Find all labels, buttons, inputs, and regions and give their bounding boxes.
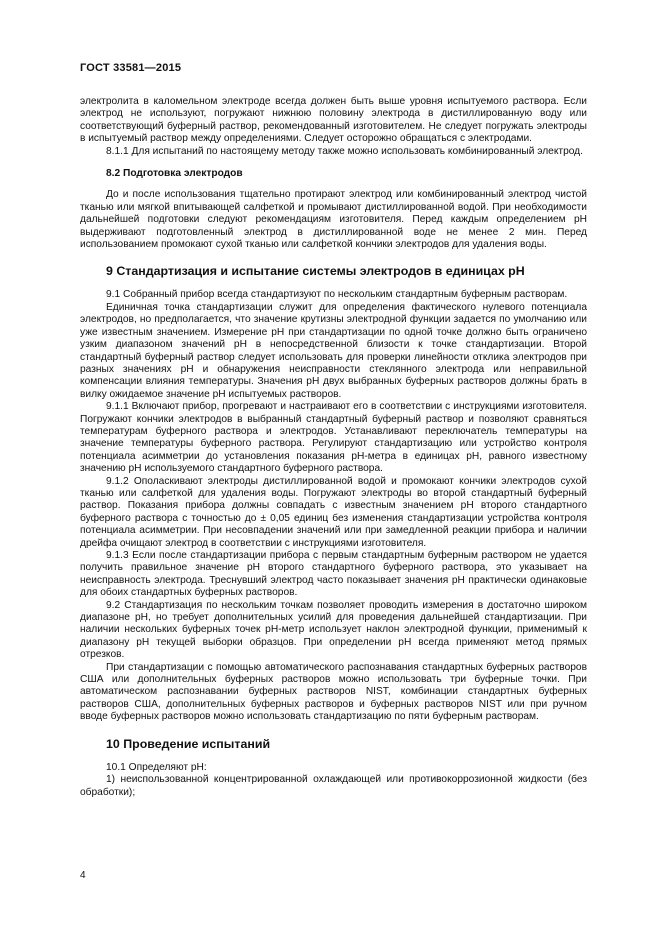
page-number: 4	[80, 870, 86, 881]
paragraph-9-2: 9.2 Стандартизация по нескольким точкам позволяет проводить измерения в достаточно широком диапазоне pH, но требует дополнительных усилий для проведения дальнейшей стандартизации. При наличии нескольких буферных точек pH-метр использует наклон электродной функции, применимый к диапазону pH текущей выборки образцов. При определении pH всегда применяют метод прямых отрезков.	[80, 599, 587, 661]
paragraph-9-1-2: 9.1.2 Ополаскивают электроды дистиллированной водой и промокают кончики электродов сухой тканью или салфеткой для удаления воды. Погружают электроды во второй стандартный буферный раствор. Показания прибора должны совпадать с известным значением pH второго стандартного буферного раствора с точностью до ± 0,05 единиц без изменения стандартизации устройства контроля потенциала асимметрии. При несовпадении значений или при замедленной реакции прибора и наличии дрейфа очищают электрод в соответствии с инструкциями изготовителя.	[80, 475, 587, 549]
paragraph-9-1: 9.1 Собранный прибор всегда стандартизуют по нескольким стандартным буферным растворам.	[106, 289, 568, 301]
paragraph-continuation: электролита в каломельном электроде всегда должен быть выше уровня испытуемого раствора. Если электрод не используют, погружают нижнюю половину электрода в дистиллированную воду или соответствующий буферный раствор, рекомендованный изготовителем. Не следует погружать электроды в испытуемый раствор между определениями. Следует осторожно обращаться с электродами.	[80, 96, 587, 145]
paragraph-10-1-item-1: 1) неиспользованной концентрированной охлаждающей или противокоррозионной жидкости (без обработки);	[80, 774, 587, 798]
paragraph-8-2: До и после использования тщательно протирают электрод или комбинированный электрод чистой тканью или мягкой впитывающей салфеткой и промывают дистиллированной водой. При необходимости дальнейшей подготовки следуют рекомендациям изготовителя. Перед каждым определением pH выдерживают подготовленный электрод в дистиллированной воде не менее 2 мин. Перед использованием промокают сухой тканью или салфеткой кончики электродов для удаления воды.	[80, 189, 587, 251]
paragraph-auto-recognition: При стандартизации с помощью автоматического распознавания стандартных буферных растворов США или дополнительных буферных растворов можно использовать три буферные точки. При автоматическом распознавании буферных растворов NIST, комбинации стандартных буферных растворов США, дополнительных буферных растворов и буферных растворов NIST или при ручном вводе буферных растворов можно использовать стандартизацию по пяти буферным растворам.	[80, 661, 587, 723]
paragraph-single-point: Единичная точка стандартизации служит для определения фактического нулевого потенциала электродов, но предполагается, что значение крутизны электродной функции задается по умолчанию или уже известным значением. Измерение pH при стандартизации по одной точке должно быть ограничено узким диапазоном значений pH в непосредственной близости к точке стандартизации. Второй стандартный буферный раствор следует использовать для проверки линейности отклика электродов при разных значениях pH и обнаружения неисправности стеклянного электрода или неправильной компенсации влияния температуры. Значения pH двух выбранных буферных растворов должны брать в вилку ожидаемое значение pH испытуемых растворов.	[80, 301, 587, 400]
paragraph-9-1-1: 9.1.1 Включают прибор, прогревают и настраивают его в соответствии с инструкциями изготовителя. Погружают кончики электродов в выбранный стандартный буферный раствор и позволяют сравняться температурам буферного раствора и электродов. Устанавливают переключатель температуры на значение температуры буферного раствора. Регулируют стандартизацию или устройство контроля потенциала асимметрии до установления показания pH-метра в единицах pH, равного известному значению pH используемого стандартного буферного раствора.	[80, 401, 587, 475]
heading-8-2: 8.2 Подготовка электродов	[106, 168, 243, 180]
standard-code-header: ГОСТ 33581—2015	[80, 62, 182, 74]
paragraph-8-1-1: 8.1.1 Для испытаний по настоящему методу также можно использовать комбинированный электрод.	[106, 145, 583, 157]
paragraph-9-1-3: 9.1.3 Если после стандартизации прибора с первым стандартным буферным раствором не удается получить правильное значение pH второго стандартного буферного раствора, это указывает на неисправность электрода. Треснувший электрод часто показывает значения pH практически одинаковые для обоих стандартных буферных растворов.	[80, 550, 587, 599]
heading-section-9: 9 Стандартизация и испытание системы электродов в единицах pH	[106, 264, 525, 279]
heading-section-10: 10 Проведение испытаний	[106, 736, 271, 751]
paragraph-10-1: 10.1 Определяют pH:	[106, 761, 207, 773]
page-content	[80, 96, 587, 799]
